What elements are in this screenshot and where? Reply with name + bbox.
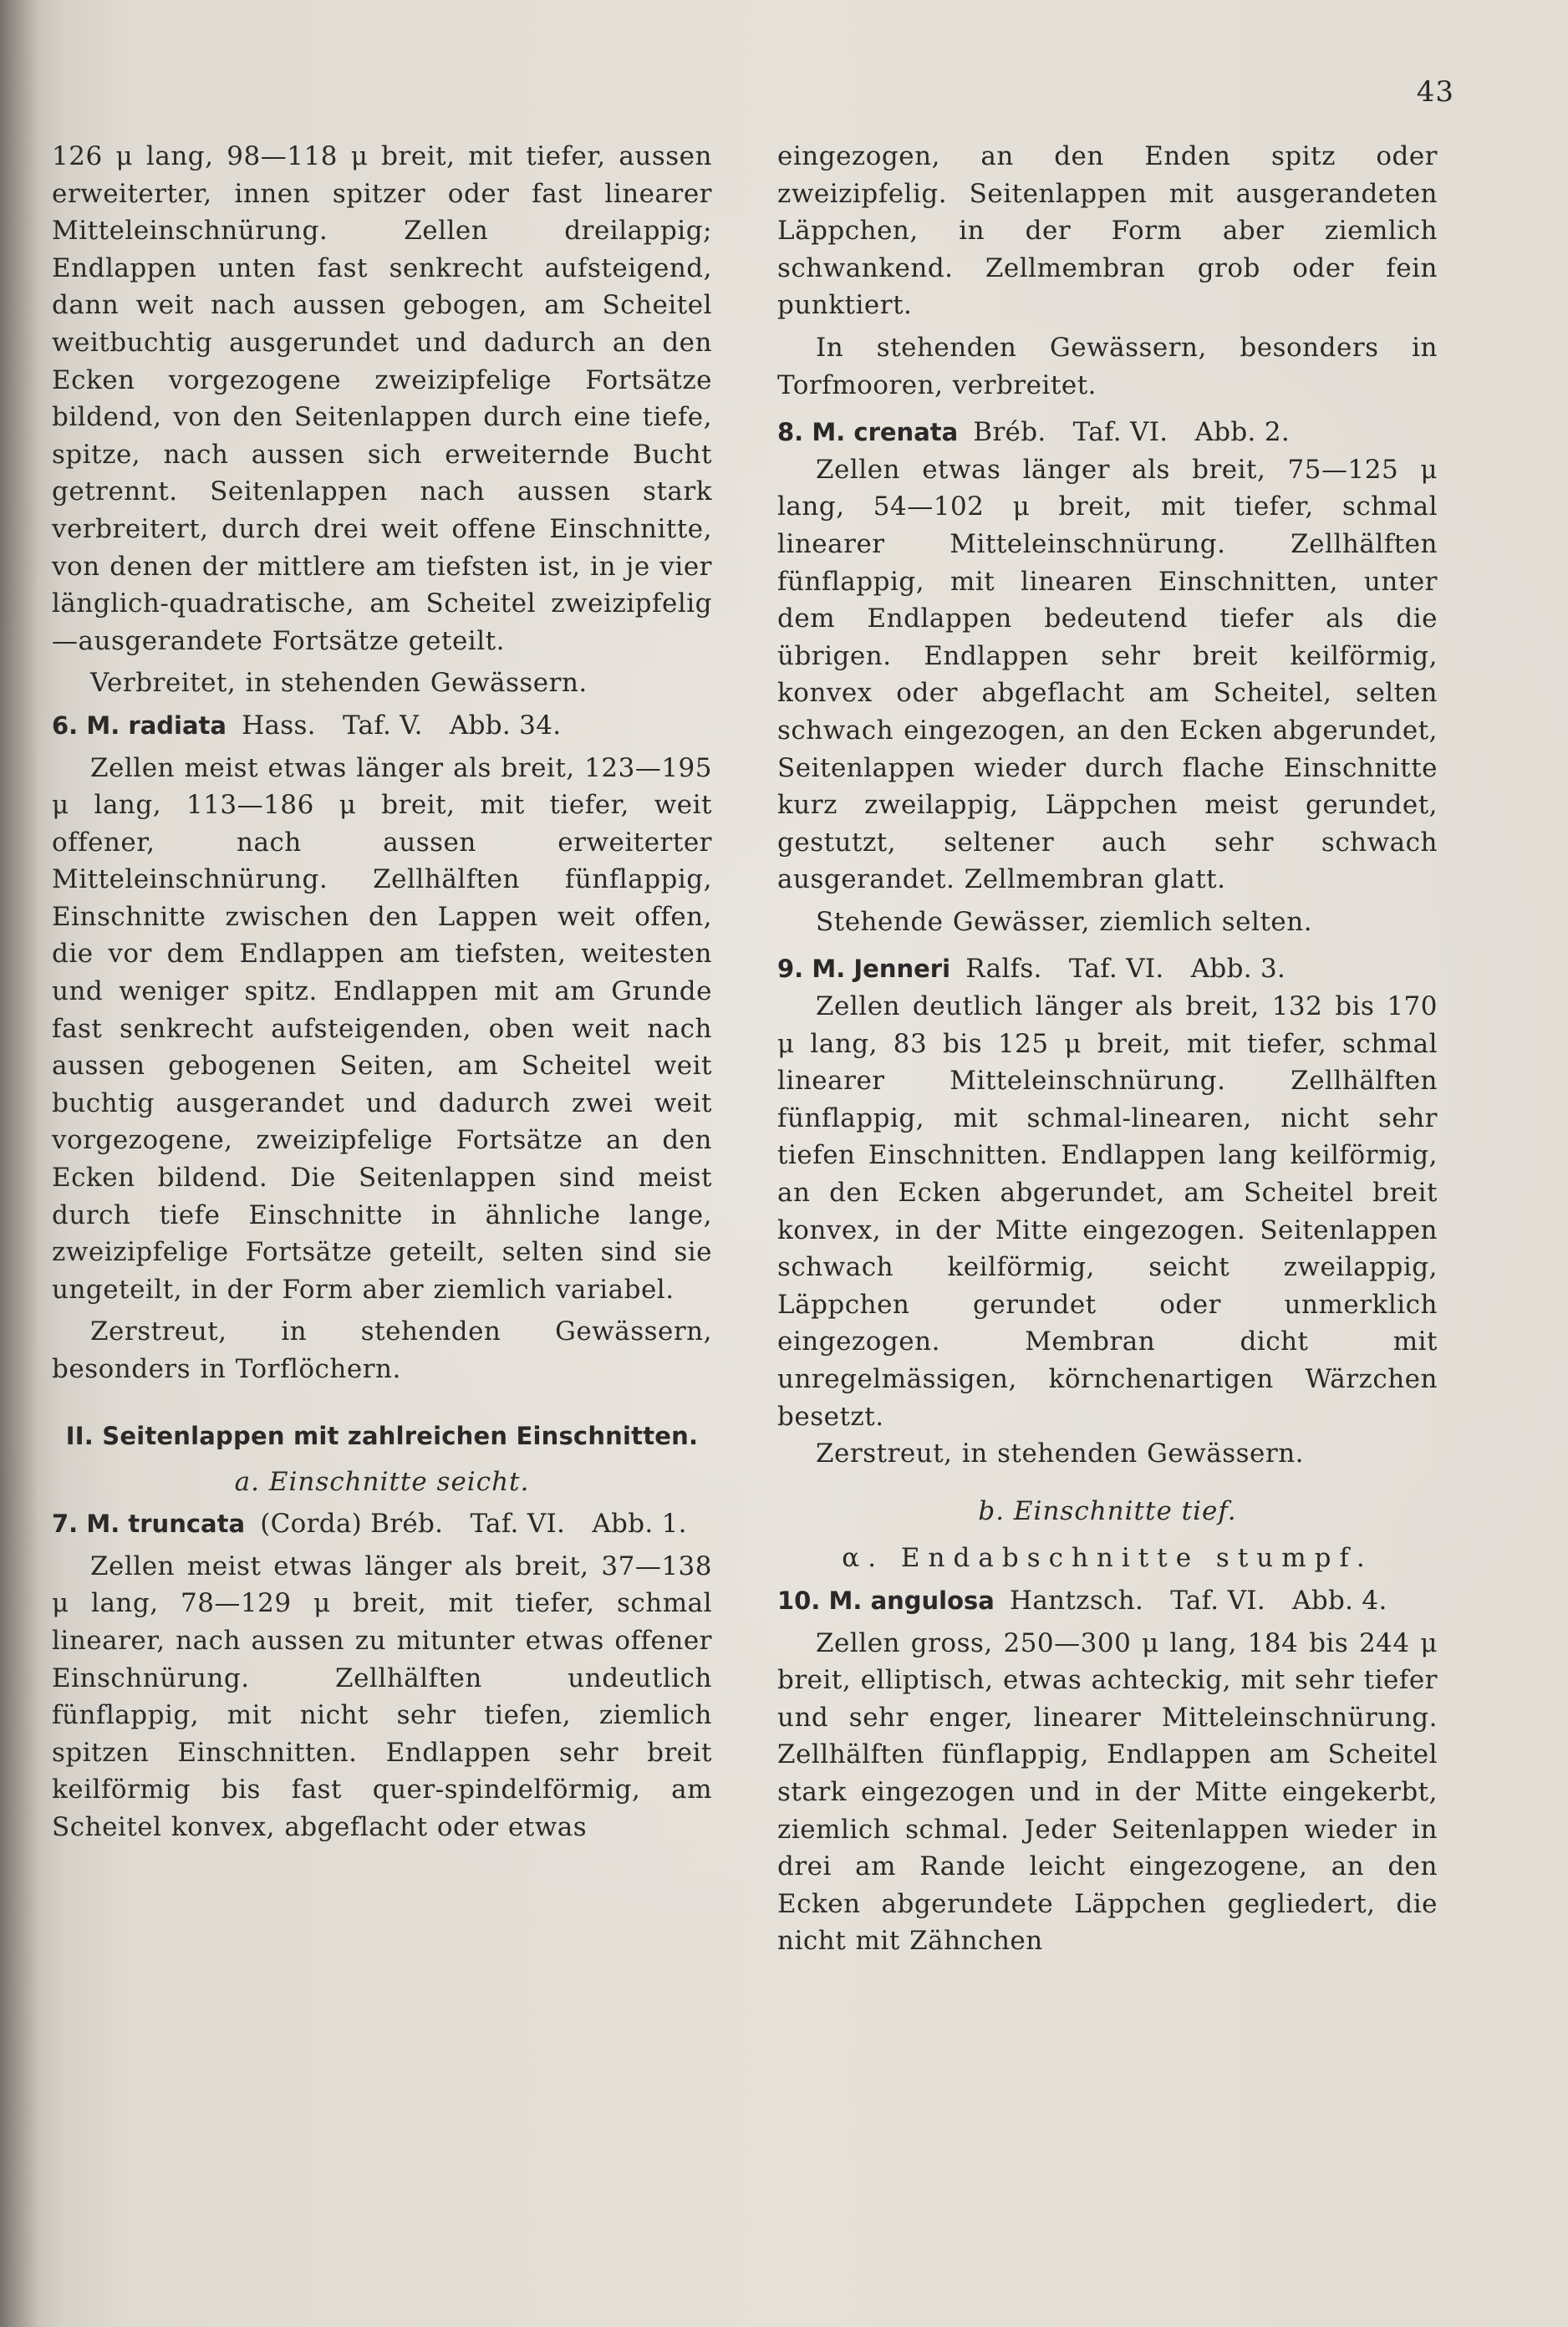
species-name: Jenneri	[853, 955, 951, 984]
species-heading-8	[777, 414, 1438, 451]
species-heading-9	[777, 950, 1438, 988]
species-genus: M.	[86, 1510, 120, 1539]
distribution-note: Zerstreut, in stehenden Gewässern, besonders in Torflöchern.	[52, 1316, 712, 1384]
figure-reference: Abb. 4.	[1292, 1585, 1387, 1616]
plate-reference: Taf. VI.	[1068, 954, 1164, 985]
species-heading-7	[52, 1505, 712, 1543]
plate-reference: Taf. VI.	[470, 1509, 566, 1540]
species-number: 8.	[777, 418, 804, 447]
species-genus: M.	[812, 418, 846, 447]
species-description: Zellen deutlich länger als breit, 132 bis 170 μ lang, 83 bis 125 μ breit, mit tiefer, schmal linearer Mitteleinschnürung. Zellhälften fünflappig, mit schmal-linearen, nicht sehr tiefen Einschnitten. Endlappen lang keilförmig, an den Ecken abgerundet, am Scheitel breit konvex, in der Mitte eingezogen. Seitenlappen schwach keilförmig, seicht zweilappig, Läppchen gerundet oder unmerklich eingezogen. Membran dicht mit unregelmässigen, körnchenartigen Wärzchen besetzt.	[777, 991, 1438, 1432]
species-name: crenata	[853, 418, 959, 447]
paragraph-continuation: eingezogen, an den Enden spitz oder zweizipfelig. Seitenlappen mit ausgerandeten Läppchen, in der Form aber ziemlich schwankend. Zellmembran grob oder fein punktiert.	[777, 141, 1438, 321]
species-genus: M.	[812, 955, 846, 984]
plate-reference: Taf. V.	[342, 710, 423, 741]
distribution-note: Stehende Gewässer, ziemlich selten.	[816, 906, 1313, 937]
species-name: radiata	[128, 710, 227, 740]
species-description: Zellen etwas länger als breit, 75—125 μ lang, 54—102 μ breit, mit tiefer, schmal linearer Mitteleinschnürung. Zellhälften fünflappig, mit linearen Einschnitten, unter dem Endlappen bedeutend tiefer als die übrigen. Endlappen sehr breit keilförmig, konvex oder abgeflacht am Scheitel, selten schwach eingezogen, an den Ecken abgerundet, Seitenlappen wieder durch flache Einschnitte kurz zweilappig, Läppchen meist gerundet, gestutzt, seltener auch sehr schwach ausgerandet. Zellmembran glatt.	[777, 454, 1438, 895]
plate-reference: Taf. VI.	[1072, 417, 1168, 448]
species-author: (Corda) Bréb.	[260, 1509, 444, 1540]
figure-reference: Abb. 2.	[1194, 417, 1291, 448]
species-genus: M.	[86, 710, 120, 740]
section-heading: II. Seitenlappen mit zahlreichen Einschnitten.	[65, 1421, 699, 1450]
species-author: Bréb.	[973, 417, 1046, 448]
species-heading-10	[777, 1582, 1438, 1620]
species-author: Hass.	[242, 710, 316, 741]
figure-reference: Abb. 3.	[1190, 954, 1286, 985]
species-description: Zellen meist etwas länger als breit, 37—138 μ lang, 78—129 μ breit, mit tiefer, schmal linearer, nach aussen zu mitunter etwas offener Einschnürung. Zellhälften undeutlich fünflappig, mit nicht sehr tiefen, ziemlich spitzen Einschnitten. Endlappen sehr breit keilförmig bis fast quer-spindelförmig, am Scheitel konvex, abgeflacht oder etwas	[52, 1550, 712, 1842]
right-column	[777, 138, 1438, 1960]
page-number: 43	[1416, 75, 1454, 109]
species-description: Zellen gross, 250—300 μ lang, 184 bis 244 μ breit, elliptisch, etwas achteckig, mit sehr tiefer und sehr enger, linearer Mitteleinschnürung. Zellhälften fünflappig, Endlappen am Scheitel stark eingezogen und in der Mitte eingekerbt, ziemlich schmal. Jeder Seitenlappen wieder in drei am Rande leicht eingezogene, an den Ecken abgerundete Läppchen gegliedert, die nicht mit Zähnchen	[777, 1627, 1438, 1957]
left-column	[52, 138, 712, 1846]
distribution-note: Verbreitet, in stehenden Gewässern.	[90, 668, 588, 699]
species-number: 9.	[777, 955, 804, 984]
species-number: 7.	[52, 1510, 79, 1539]
species-name: angulosa	[870, 1586, 995, 1615]
subsection-heading: a. Einschnitte seicht.	[234, 1466, 530, 1497]
subsubsection-heading: α. Endabschnitte stumpf.	[842, 1543, 1373, 1574]
species-author: Ralfs.	[965, 954, 1042, 985]
species-genus: M.	[828, 1586, 863, 1615]
distribution-note: Zerstreut, in stehenden Gewässern.	[816, 1438, 1305, 1469]
distribution-note: In stehenden Gewässern, besonders in Torfmooren, verbreitet.	[777, 332, 1438, 400]
plate-reference: Taf. VI.	[1170, 1585, 1265, 1616]
species-author: Hantzsch.	[1010, 1585, 1144, 1616]
species-heading-6	[52, 707, 712, 745]
species-name: truncata	[128, 1510, 246, 1539]
figure-reference: Abb. 1.	[592, 1509, 687, 1540]
binding-gutter	[0, 0, 38, 2327]
species-description: Zellen meist etwas länger als breit, 123—195 μ lang, 113—186 μ breit, mit tiefer, weit offener, nach aussen erweiterter Mitteleinschnürung. Zellhälften fünflappig, Einschnitte zwischen den Lappen weit offen, die vor dem Endlappen am tiefsten, weitesten und weniger spitz. Endlappen mit am Grunde fast senkrecht aufsteigenden, oben weit nach aussen gebogenen Seiten, am Scheitel weit buchtig ausgerandet und dadurch zwei weit vorgezogene, zweizipfelige Fortsätze an den Ecken bildend. Die Seitenlappen sind meist durch tiefe Einschnitte in ähnliche lange, zweizipfelige Fortsätze geteilt, selten sind sie ungeteilt, in der Form aber ziemlich variabel.	[52, 752, 712, 1305]
species-number: 10.	[777, 1586, 821, 1615]
subsection-heading: b. Einschnitte tief.	[978, 1495, 1237, 1526]
paragraph-continuation: 126 μ lang, 98—118 μ breit, mit tiefer, aussen erweiterter, innen spitzer oder fast linearer Mitteleinschnürung. Zellen dreilappig; Endlappen unten fast senkrecht aufsteigend, dann weit nach aussen gebogen, am Scheitel weitbuchtig ausgerundet und dadurch an den Ecken vorgezogene zweizipfelige Fortsätze bildend, von den Seitenlappen durch eine tiefe, spitze, nach aussen sich erweiternde Bucht getrennt. Seitenlappen nach aussen stark verbreitert, durch drei weit offene Einschnitte, von denen der mittlere am tiefsten ist, in je vier länglich-quadratische, am Scheitel zweizipfelig—ausgerandete Fortsätze geteilt.	[52, 141, 712, 656]
species-number: 6.	[52, 710, 79, 740]
figure-reference: Abb. 34.	[449, 710, 562, 741]
